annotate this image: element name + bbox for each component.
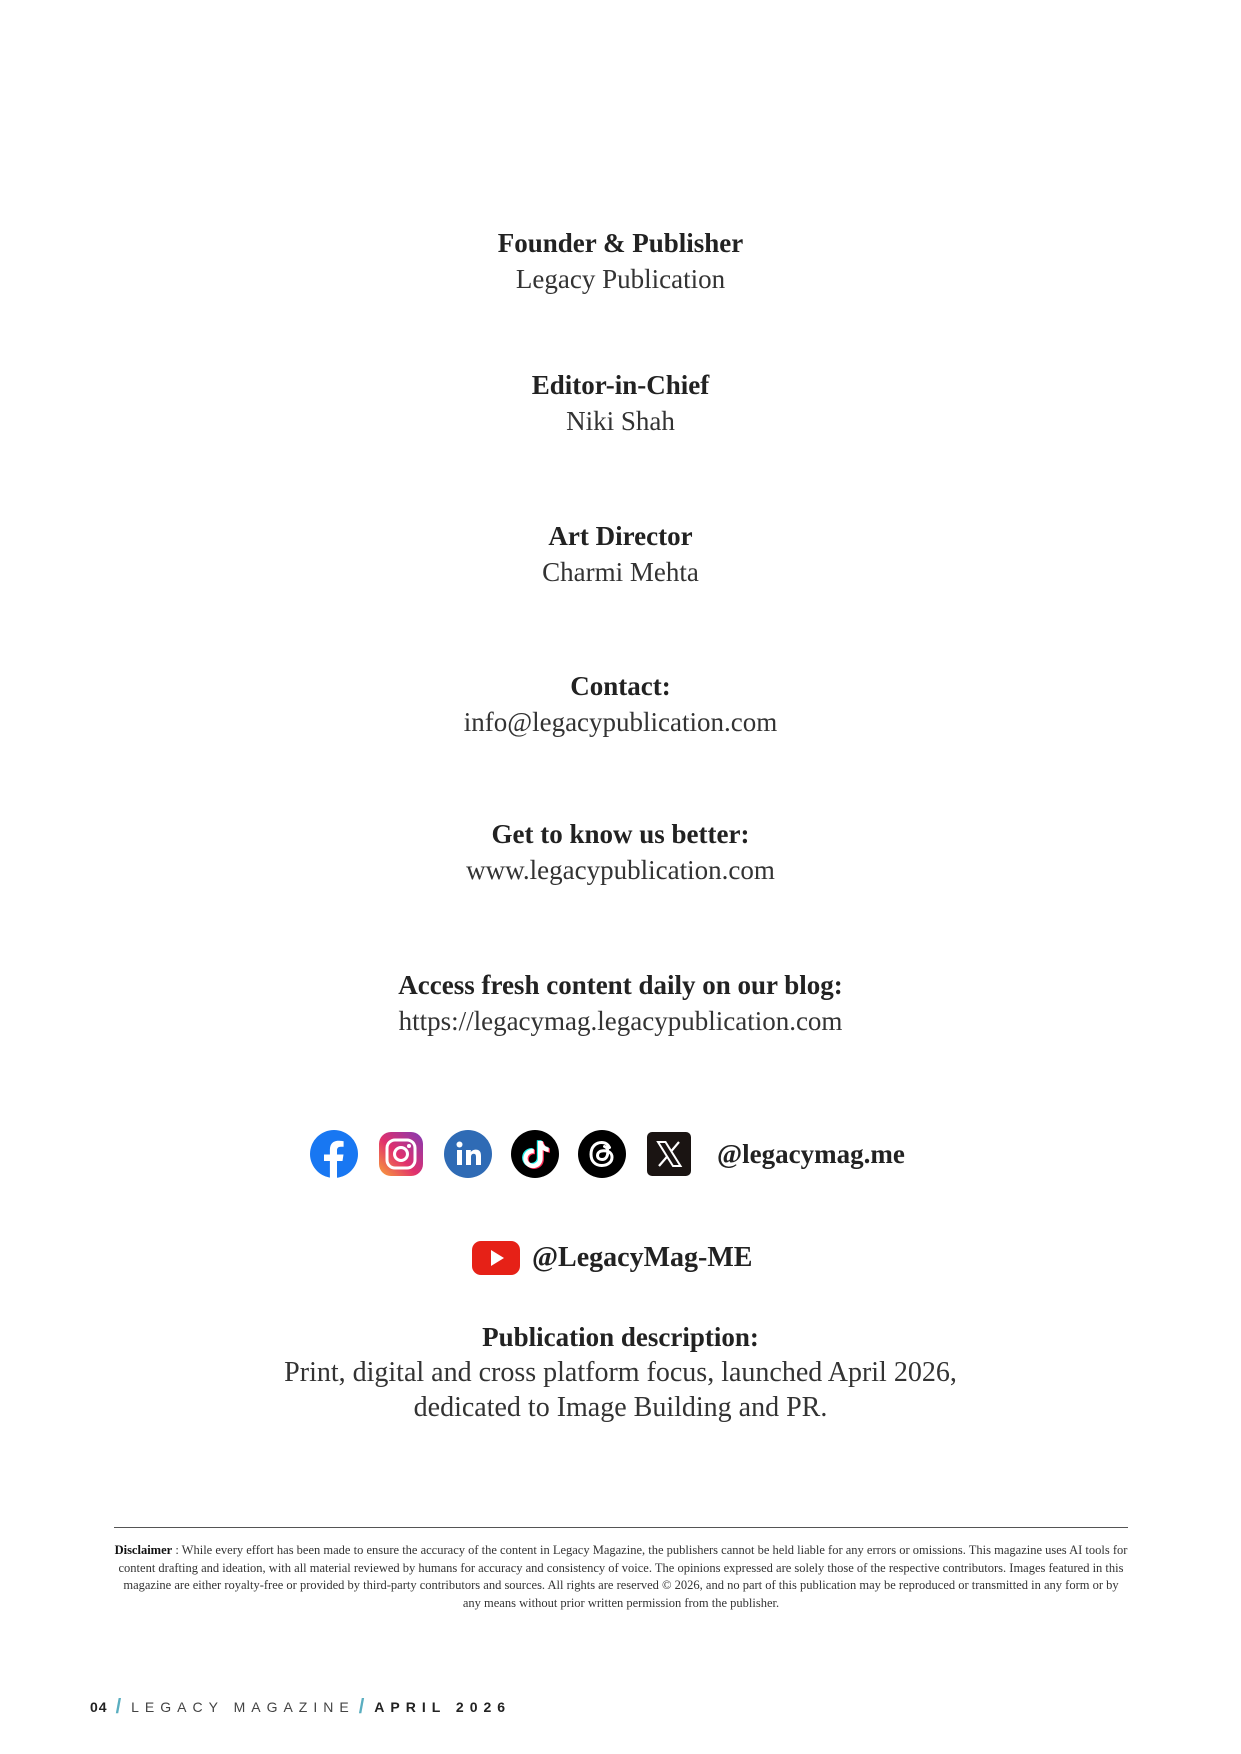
credit-label: Contact: [570, 671, 671, 701]
credit-founder [0, 225, 1241, 297]
credit-value: Niki Shah [566, 406, 675, 436]
youtube-icon[interactable] [472, 1241, 520, 1275]
contact-email-link[interactable]: info@legacypublication.com [463, 707, 778, 737]
facebook-icon[interactable] [310, 1130, 358, 1178]
disclaimer [114, 1542, 1128, 1612]
social-handle[interactable]: @legacymag.me [717, 1138, 905, 1169]
linkedin-icon[interactable] [444, 1130, 492, 1178]
page-footer [90, 1697, 511, 1717]
credit-label: Access fresh content daily on our blog: [398, 970, 843, 1000]
credit-website [0, 816, 1241, 888]
instagram-icon[interactable] [377, 1130, 425, 1178]
social-links [310, 1128, 905, 1180]
publication-line-1: Print, digital and cross platform focus, launched April 2026, [284, 1357, 957, 1388]
footer-separator: / [115, 1695, 122, 1718]
credit-blog [0, 967, 1241, 1039]
publication-line-2: dedicated to Image Building and PR. [413, 1392, 828, 1423]
disclaimer-label: Disclaimer [114, 1543, 173, 1557]
youtube-handle[interactable]: @LegacyMag-ME [532, 1242, 753, 1273]
publication-label: Publication description: [482, 1322, 759, 1352]
website-link[interactable]: www.legacypublication.com [466, 855, 775, 885]
credit-art-director [0, 518, 1241, 590]
credit-value: Legacy Publication [515, 264, 726, 294]
magazine-name: LEGACY MAGAZINE [131, 1699, 355, 1715]
page-number: 04 [90, 1699, 108, 1715]
footer-separator: / [358, 1695, 365, 1718]
credit-editor [0, 367, 1241, 439]
credit-label: Editor-in-Chief [531, 370, 710, 400]
credit-label: Art Director [548, 521, 693, 551]
credit-value: Charmi Mehta [542, 557, 699, 587]
disclaimer-text: : While every effort has been made to ensure the accuracy of the content in Legacy Magazine, the publishers cannot be held liable for any errors or omissions. This magazine uses AI tools for content drafting and ideation, with all material reviewed by humans for accuracy and consistency of voice. The opinions expressed are solely those of the respective contributors. Images featured in this magazine are either royalty-free or provided by third-party contributors and sources. All rights are reserved © 2026, and no part of this publication may be reproduced or transmitted in any form or by any means without prior written permission from the publisher. [118, 1543, 1128, 1610]
tiktok-icon[interactable] [511, 1130, 559, 1178]
threads-icon[interactable] [578, 1130, 626, 1178]
publication-description [0, 1319, 1241, 1425]
credit-label: Get to know us better: [491, 819, 750, 849]
youtube-link [472, 1238, 752, 1278]
credit-label: Founder & Publisher [497, 228, 744, 258]
blog-link[interactable]: https://legacymag.legacypublication.com [398, 1006, 843, 1036]
disclaimer-divider [114, 1527, 1128, 1528]
x-icon[interactable] [645, 1130, 693, 1178]
credit-contact [0, 668, 1241, 740]
issue-date: APRIL 2026 [374, 1699, 512, 1715]
